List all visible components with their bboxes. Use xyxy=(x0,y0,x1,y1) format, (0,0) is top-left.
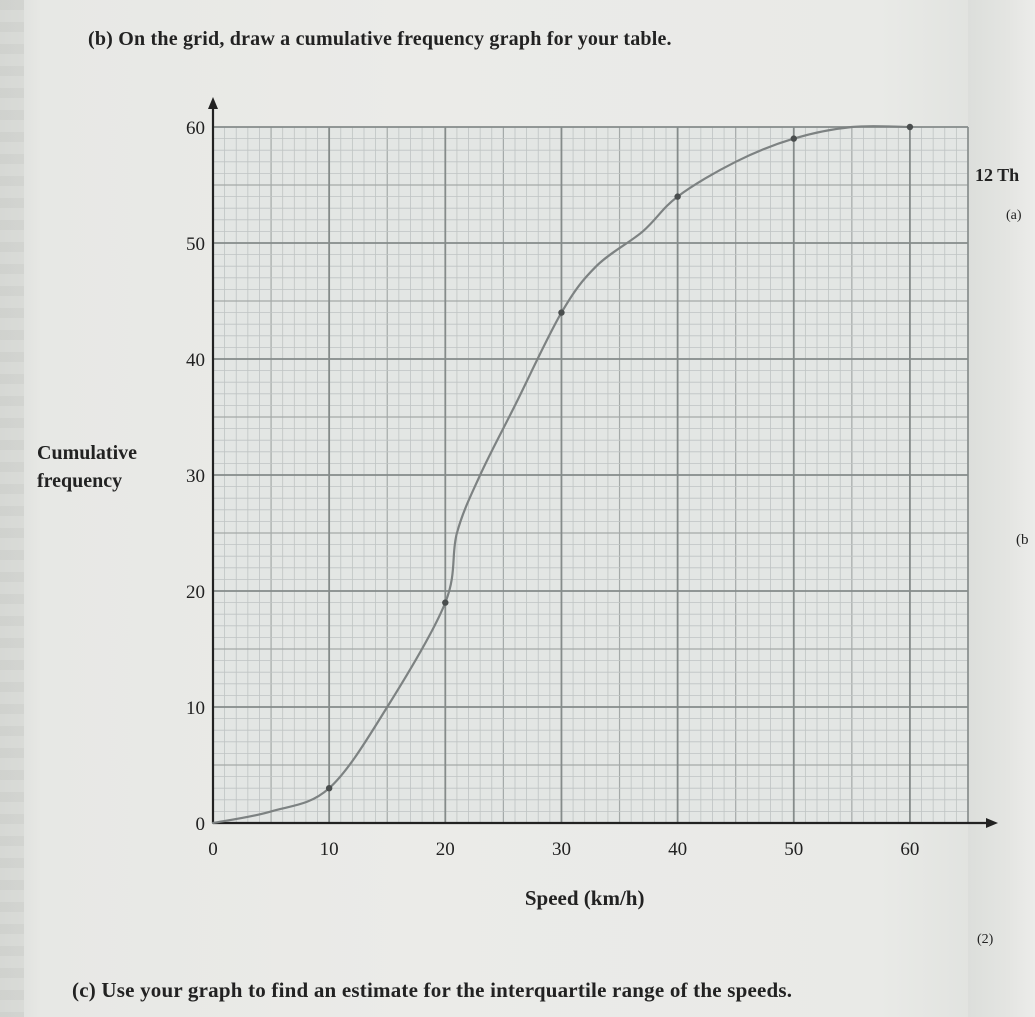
y-tick-label: 60 xyxy=(186,118,205,139)
y-axis-label-line: Cumulative xyxy=(37,442,137,464)
x-tick-label: 60 xyxy=(900,839,920,860)
x-tick-label: 0 xyxy=(208,839,218,860)
side-part-b: (b xyxy=(1016,532,1029,548)
side-question-number: 12 Th xyxy=(975,165,1020,185)
x-axis-label: Speed (km/h) xyxy=(524,886,645,910)
y-tick-label: 20 xyxy=(186,582,205,603)
y-tick-label: 30 xyxy=(186,466,205,487)
side-part-a: (a) xyxy=(1006,208,1022,223)
y-axis-arrow-icon xyxy=(208,97,218,109)
data-point xyxy=(558,309,564,315)
x-tick-label: 40 xyxy=(668,839,688,860)
data-point xyxy=(674,193,680,199)
x-tick-label: 10 xyxy=(319,839,339,860)
question-c-text: (c) Use your graph to find an estimate for the interquartile range of the speeds. xyxy=(72,978,793,1002)
x-tick-label: 50 xyxy=(784,839,804,860)
data-point xyxy=(907,124,913,130)
x-tick-label: 30 xyxy=(551,839,571,860)
y-tick-label: 10 xyxy=(186,698,205,719)
question-b-text: (b) On the grid, draw a cumulative frequency graph for your table. xyxy=(88,28,672,50)
marks-label: (2) xyxy=(977,932,994,947)
y-axis-label-line: frequency xyxy=(37,470,123,492)
data-point xyxy=(791,135,797,141)
x-tick-labels xyxy=(208,839,919,860)
y-tick-label: 0 xyxy=(195,814,205,835)
data-point xyxy=(326,785,332,791)
y-tick-labels xyxy=(186,118,205,835)
data-point xyxy=(442,599,448,605)
y-tick-label: 50 xyxy=(186,234,205,255)
y-tick-label: 40 xyxy=(186,350,205,371)
x-tick-label: 20 xyxy=(435,839,455,860)
x-axis-arrow-icon xyxy=(986,818,998,828)
